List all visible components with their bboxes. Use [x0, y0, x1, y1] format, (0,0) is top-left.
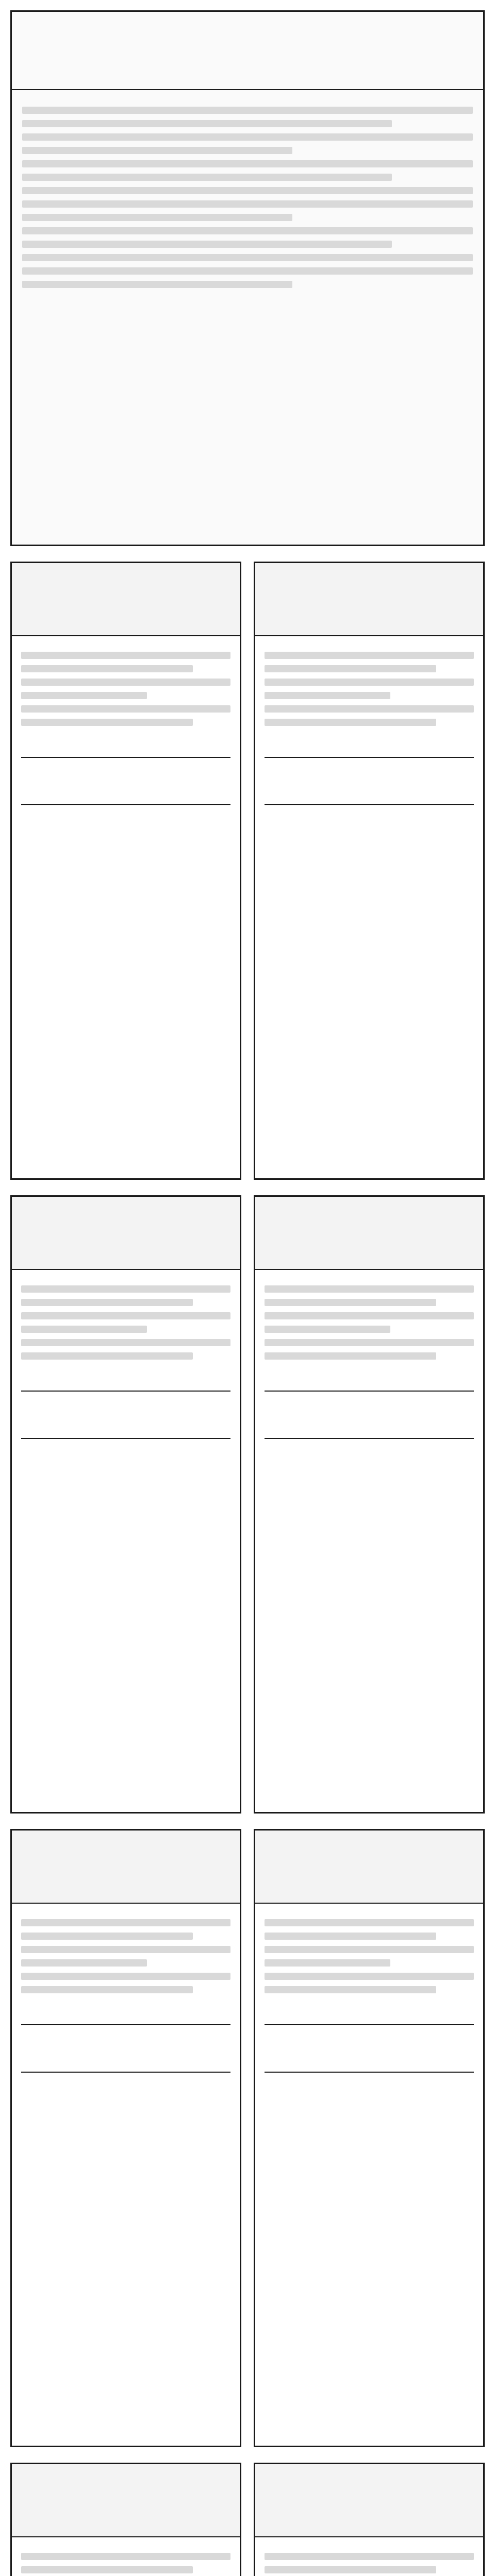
card-header: [12, 2464, 240, 2537]
card-header: [12, 1831, 240, 1904]
card-header: [12, 563, 240, 636]
notice-card: [254, 1829, 485, 2447]
notice-card: [10, 1829, 241, 2447]
card-bank-band: [265, 2024, 474, 2073]
card-body: [255, 636, 483, 741]
notice-card-grid: [10, 562, 485, 2576]
card-header: [255, 563, 483, 636]
card-body: [12, 636, 240, 741]
card-bank-band: [21, 1391, 230, 1439]
card-header: [255, 1197, 483, 1270]
notice-card: [10, 562, 241, 1180]
card-body: [12, 2537, 240, 2576]
card-header: [255, 2464, 483, 2537]
main-notice-box: [10, 10, 485, 546]
card-bank-band: [265, 757, 474, 805]
notice-card: [254, 562, 485, 1180]
card-header: [12, 1197, 240, 1270]
card-body: [255, 1270, 483, 1375]
card-header: [255, 1831, 483, 1904]
notice-card: [254, 1195, 485, 1814]
card-body: [12, 1904, 240, 2009]
notice-header: [12, 12, 483, 90]
card-bank-band: [21, 757, 230, 805]
card-body: [255, 2537, 483, 2576]
card-body: [12, 1270, 240, 1375]
notice-card: [10, 2463, 241, 2576]
notice-card: [254, 2463, 485, 2576]
card-bank-band: [265, 1391, 474, 1439]
card-body: [255, 1904, 483, 2009]
card-bank-band: [21, 2024, 230, 2073]
notice-body: [12, 90, 483, 304]
notice-card: [10, 1195, 241, 1814]
